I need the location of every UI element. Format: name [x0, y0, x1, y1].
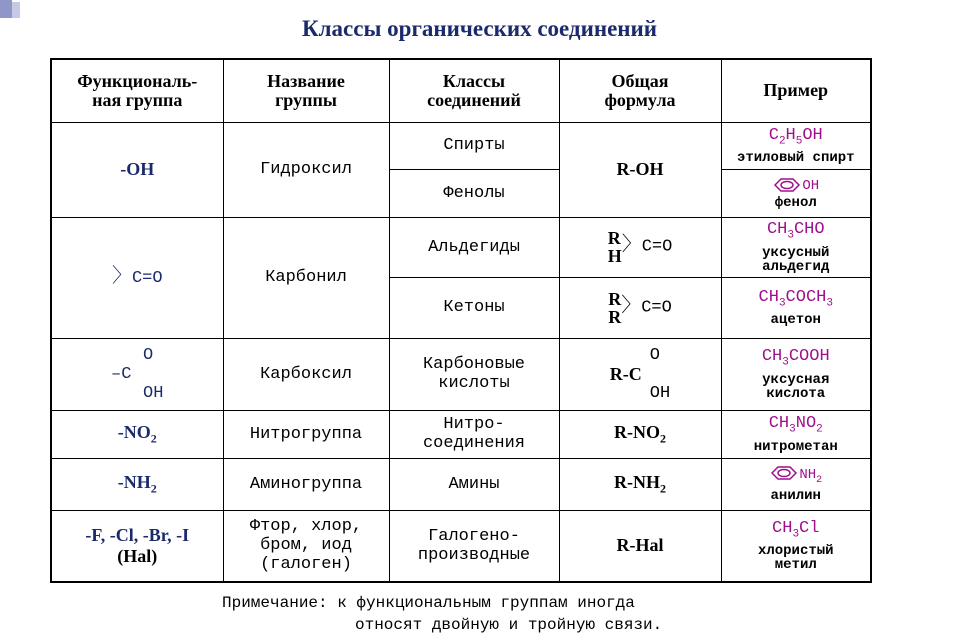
- header-classes: Классы соединений: [389, 59, 559, 122]
- classes-table: [50, 58, 872, 583]
- group-carbonyl: 〉C=O: [51, 217, 223, 338]
- table-row-carboxyl: [51, 338, 871, 410]
- class-nitro-compounds: Нитро- соединения: [389, 410, 559, 458]
- name-nitro: Нитрогруппа: [223, 410, 389, 458]
- table-row-aldehyde: [51, 217, 871, 277]
- formula-amino: $R-NH_2$: [559, 458, 721, 510]
- table-row-nitro: [51, 410, 871, 458]
- group-halogen: -F, -Cl, -Br, -I (Hal): [51, 510, 223, 582]
- page-title: Классы органических соединений: [301, 16, 658, 41]
- example-nitromethane: $CH_3NO_2$ нитрометан: [721, 410, 871, 458]
- name-oh: Гидроксил: [223, 122, 389, 217]
- example-aniline: $NH_2$ анилин: [721, 458, 871, 510]
- formula-ketone: R R 〉C=O: [559, 277, 721, 338]
- formula-halogen: R-Hal: [559, 510, 721, 582]
- class-halo-derivatives: Галогено- производные: [389, 510, 559, 582]
- header-name: Название группы: [223, 59, 389, 122]
- header-group: Функциональ- ная группа: [51, 59, 223, 122]
- example-acetic-acid: $CH_3COOH$ уксусная кислота: [721, 338, 871, 410]
- formula-carboxyl: O R-C OH: [559, 338, 721, 410]
- table-row-oh: [51, 122, 871, 169]
- example-methyl-chloride: $CH_3Cl$ хлористый метил: [721, 510, 871, 582]
- name-halogen: Фтор, хлор, бром, иод (галоген): [223, 510, 389, 582]
- name-amino: Аминогруппа: [223, 458, 389, 510]
- group-nitro: $-NO_2$: [51, 410, 223, 458]
- benzene-ring-icon: [769, 465, 799, 481]
- name-carboxyl: Карбоксил: [223, 338, 389, 410]
- header-row: [51, 59, 871, 122]
- example-phenol: OH фенол: [721, 169, 871, 217]
- header-formula: Общая формула: [559, 59, 721, 122]
- class-ketones: Кетоны: [389, 277, 559, 338]
- formula-nitro: $R-NO_2$: [559, 410, 721, 458]
- group-carboxyl: O –C OH: [51, 338, 223, 410]
- name-carbonyl: Карбонил: [223, 217, 389, 338]
- example-acetaldehyde: $CH_3CHO$ уксусный альдегид: [721, 217, 871, 277]
- benzene-ring-icon: [772, 177, 802, 193]
- formula-oh: R-OH: [559, 122, 721, 217]
- table-row-halogen: [51, 510, 871, 582]
- example-acetone: $CH_3COCH_3$ ацетон: [721, 277, 871, 338]
- formula-aldehyde: R H 〉C=O: [559, 217, 721, 277]
- footnote: Примечание: к функциональным группам иногда относят двойную и тройную связи.: [222, 594, 663, 634]
- group-oh: -OH: [51, 122, 223, 217]
- group-amino: $-NH_2$: [51, 458, 223, 510]
- header-example: Пример: [721, 59, 871, 122]
- class-alcohols: Спирты: [389, 122, 559, 169]
- table-row-amino: [51, 458, 871, 510]
- class-aldehydes: Альдегиды: [389, 217, 559, 277]
- example-ethanol: $C_2H_5OH$ этиловый спирт: [721, 122, 871, 169]
- class-carboxylic-acids: Карбоновые кислоты: [389, 338, 559, 410]
- class-phenols: Фенолы: [389, 169, 559, 217]
- class-amines: Амины: [389, 458, 559, 510]
